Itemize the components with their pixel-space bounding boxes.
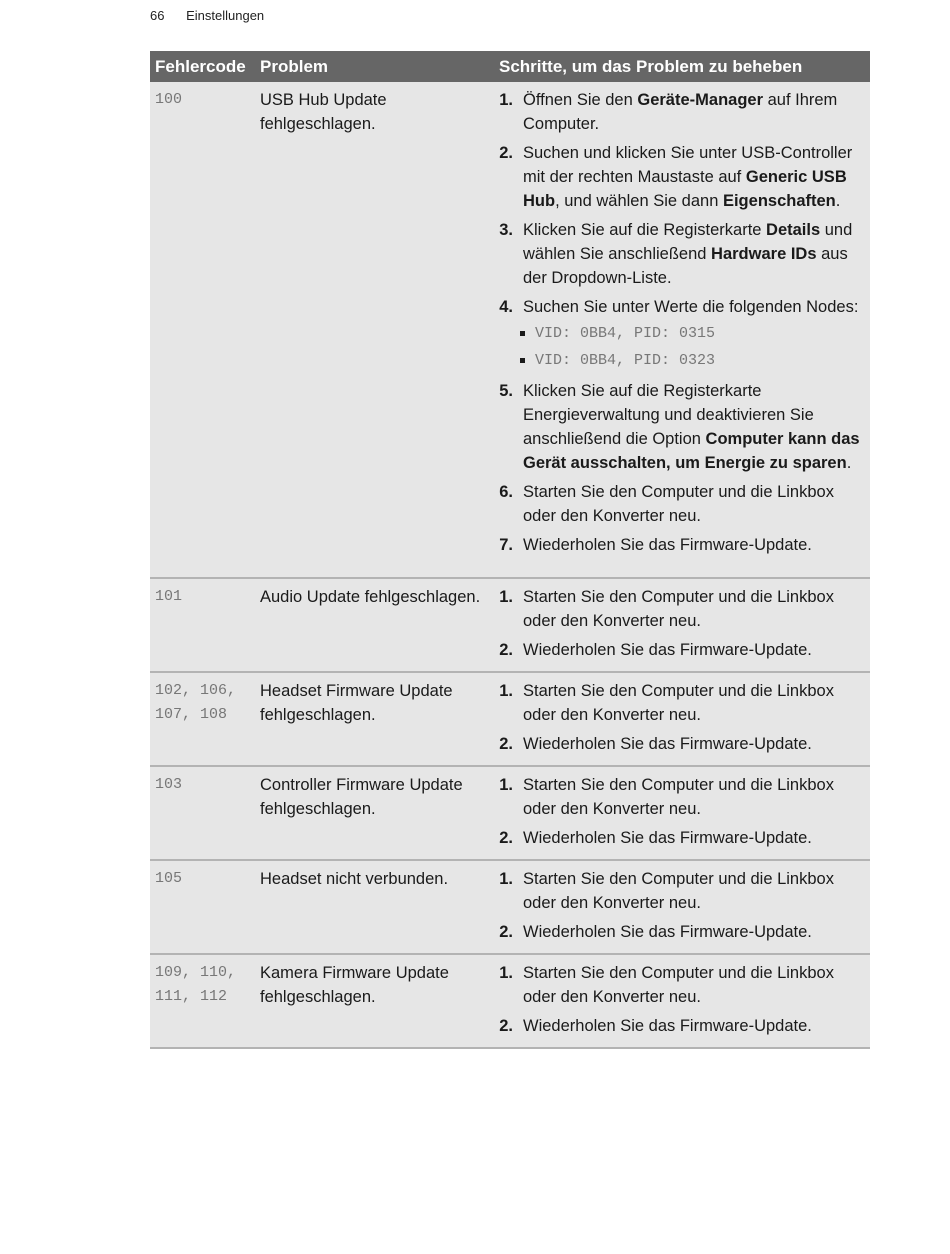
steps-list [499,88,870,557]
step-text [523,585,870,633]
problem-cell: USB Hub Update fehlgeschlagen. [260,91,387,133]
step-text-part: Wiederholen Sie das Firmware-Update. [523,923,812,941]
step-number: 2. [499,735,513,753]
table-body [150,82,870,1049]
step-item [499,961,870,1009]
step-text-bold: Details [766,221,821,239]
step-text-bold: Eigenschaften [722,192,836,210]
header-error-code: Fehlercode [155,56,246,76]
step-text [523,732,870,756]
step-text-bold: Hardware IDs [711,245,817,263]
square-bullet-icon [520,358,525,363]
step-text-part: , und wählen Sie dann [555,192,723,210]
step-text-part: Wiederholen Sie das Firmware-Update. [523,641,812,659]
step-text [523,295,870,319]
node-id: VID: 0BB4, PID: 0315 [535,325,716,342]
step-text-part: Suchen und klicken Sie unter USB-Controller mit der rechten Maustaste auf [523,144,853,186]
problem-cell: Headset Firmware Update fehlgeschlagen. [260,682,453,724]
step-text [523,920,870,944]
step-text [523,141,870,213]
table-header [150,51,870,82]
step-text-part: Wiederholen Sie das Firmware-Update. [523,536,812,554]
step-text [523,88,870,136]
step-number: 5. [499,382,513,400]
step-item [499,638,870,662]
steps-list [499,585,870,662]
step-text [523,480,870,528]
step-text-part: Klicken Sie auf die Registerkarte Energieverwaltung und deaktivieren Sie anschließend die Option [523,382,814,448]
table-row [150,767,870,861]
step-text-part: aus der Dropdown-Liste. [523,245,848,287]
page-number: 66 [150,8,165,23]
error-code: 105 [155,870,183,887]
step-text [523,218,870,290]
steps-cell [494,773,870,859]
step-text-part: Starten Sie den Computer und die Linkbox oder den Konverter neu. [523,483,834,525]
step-item [499,295,870,319]
square-bullet-icon [520,331,525,336]
step-text [523,867,870,915]
steps-list [499,961,870,1038]
step-number: 6. [499,483,513,501]
step-text [523,826,870,850]
step-text [523,533,870,557]
step-text-part: Wiederholen Sie das Firmware-Update. [523,1017,812,1035]
step-text-part: Starten Sie den Computer und die Linkbox oder den Konverter neu. [523,776,834,818]
problem-cell: Kamera Firmware Update fehlgeschlagen. [260,964,449,1006]
steps-list [499,679,870,756]
step-text-part: auf Ihrem Computer. [523,91,838,133]
header-problem: Problem [260,56,329,76]
steps-list [499,773,870,850]
step-item [499,88,870,136]
step-text [523,773,870,821]
step-number: 1. [499,776,513,794]
step-text-bold: Computer kann das Gerät ausschalten, um Energie zu sparen [523,430,860,472]
table-row [150,579,870,673]
steps-cell [494,867,870,953]
step-item [499,1014,870,1038]
step-text-bold: Geräte-Manager [637,91,764,109]
step-item [499,379,870,475]
step-item [499,141,870,213]
problem-cell: Headset nicht verbunden. [260,870,449,888]
step-number: 1. [499,588,513,606]
step-number: 2. [499,923,513,941]
step-text [523,638,870,662]
steps-list [499,867,870,944]
error-code-cell [150,585,260,671]
error-code: 101 [155,588,183,605]
step-number: 2. [499,641,513,659]
step-item [499,920,870,944]
problem-cell: Audio Update fehlgeschlagen. [260,588,481,606]
step-number: 2. [499,829,513,847]
step-number: 1. [499,964,513,982]
node-id: VID: 0BB4, PID: 0323 [535,352,716,369]
table-row [150,673,870,767]
step-item [499,867,870,915]
step-number: 2. [499,1017,513,1035]
steps-cell [494,88,870,577]
step-item [499,732,870,756]
step-text-part: . [835,192,841,210]
error-code-cell [150,867,260,953]
table-row [150,955,870,1049]
steps-cell [494,585,870,671]
step-text-part: Suchen Sie unter Werte die folgenden Nodes: [523,298,859,316]
step-number: 1. [499,91,513,109]
step-item [499,218,870,290]
node-subitem [520,325,870,342]
step-number: 2. [499,144,513,162]
step-text-part: Klicken Sie auf die Registerkarte [523,221,767,239]
header-steps: Schritte, um das Problem zu beheben [499,56,803,76]
error-code-cell [150,961,260,1047]
table-row [150,861,870,955]
step-text [523,1014,870,1038]
steps-cell [494,679,870,765]
error-code: 111, 112 [155,988,228,1005]
problem-cell: Controller Firmware Update fehlgeschlagen. [260,776,463,818]
step-text [523,961,870,1009]
error-code: 107, 108 [155,706,228,723]
step-text-part: Starten Sie den Computer und die Linkbox oder den Konverter neu. [523,964,834,1006]
error-code: 103 [155,776,183,793]
error-code: 100 [155,91,183,108]
step-text-part: Starten Sie den Computer und die Linkbox oder den Konverter neu. [523,682,834,724]
step-item [499,480,870,528]
step-text-part: Wiederholen Sie das Firmware-Update. [523,735,812,753]
error-code-cell [150,679,260,765]
step-text-part: . [846,454,852,472]
step-number: 1. [499,870,513,888]
step-text-part: Starten Sie den Computer und die Linkbox oder den Konverter neu. [523,588,834,630]
table-row [150,82,870,579]
node-subitem [520,352,870,369]
step-number: 1. [499,682,513,700]
error-code-table [150,51,870,1049]
step-item [499,585,870,633]
step-number: 3. [499,221,513,239]
step-item [499,679,870,727]
step-item [499,773,870,821]
step-text [523,379,870,475]
error-code-cell [150,773,260,859]
step-text-part: Wiederholen Sie das Firmware-Update. [523,829,812,847]
step-item [499,826,870,850]
step-text [523,679,870,727]
error-code: 102, 106, [155,682,237,699]
error-code-cell [150,88,260,577]
step-number: 7. [499,536,513,554]
page-header [150,8,264,23]
steps-cell [494,961,870,1047]
step-item [499,533,870,557]
step-text-part: Öffnen Sie den [523,91,638,109]
error-code: 109, 110, [155,964,237,981]
section-title: Einstellungen [186,8,265,23]
step-text-part: und wählen Sie anschließend [523,221,853,263]
step-number: 4. [499,298,513,316]
step-text-bold: Generic USB Hub [523,168,847,210]
step-text-part: Starten Sie den Computer und die Linkbox oder den Konverter neu. [523,870,834,912]
